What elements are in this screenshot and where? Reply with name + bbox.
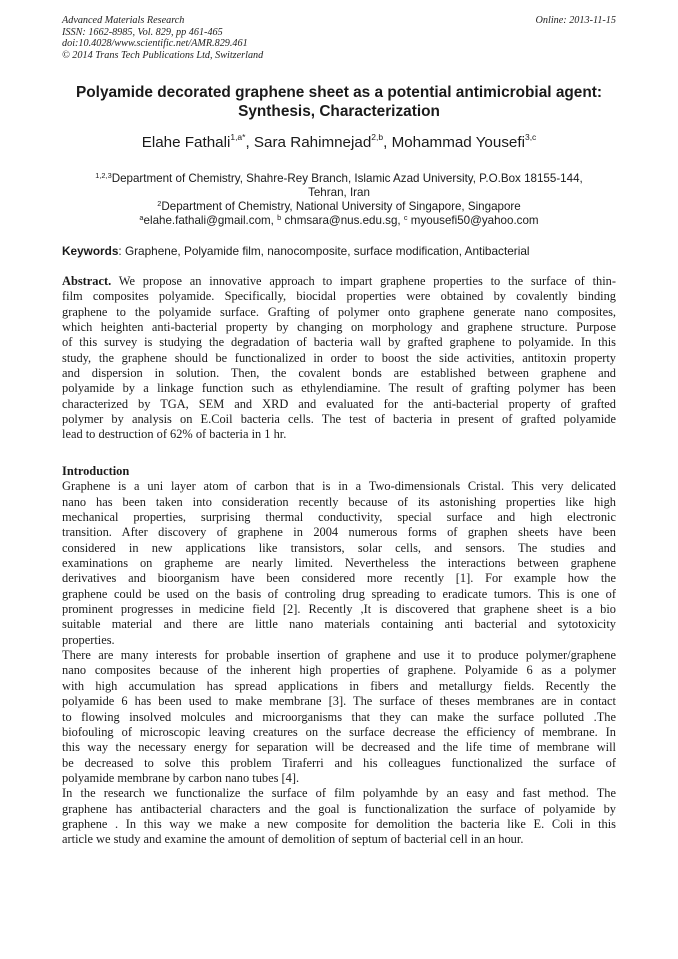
author-separator: , xyxy=(245,134,254,151)
abstract-line: graphene to the polyamide surface. Grafting of polymer onto graphene generate nano composites, xyxy=(62,304,616,319)
introduction-line: this way the necessary energy for separation will be decreased and the life time of membrane will xyxy=(62,740,616,755)
title-line-1: Polyamide decorated graphene sheet as a potential antimicrobial agent: xyxy=(76,84,602,101)
affiliation-text: Department of Chemistry, National University of Singapore, Singapore xyxy=(161,200,521,214)
author-superscript: 2,b xyxy=(371,132,384,142)
email-separator: , xyxy=(397,214,404,228)
affiliation-2 xyxy=(62,200,616,214)
online-date: Online: 2013-11-15 xyxy=(535,15,616,26)
introduction-line: There are many interests for probable insertion of graphene and use it to produce polymer/graphene xyxy=(62,648,616,663)
affiliations xyxy=(62,172,616,228)
author-superscript: 1,a* xyxy=(230,132,246,142)
email-separator: , xyxy=(270,214,278,228)
email-superscript: c xyxy=(403,213,408,223)
abstract-text: We propose an innovative approach to impart graphene properties to the surface of thin- xyxy=(111,274,616,288)
introduction-line: Graphene is a uni layer atom of carbon that is in a Two-dimensionals Cristal. This very delicated xyxy=(62,479,616,494)
introduction-line: graphene has antibacterial characters and the goal is functionalization the surface of polyamide by xyxy=(62,801,616,816)
abstract-line xyxy=(62,274,616,289)
email-superscript: b xyxy=(277,213,282,223)
journal-info xyxy=(62,15,422,61)
email-link[interactable]: myousefi50@yahoo.com xyxy=(407,214,539,228)
author-name: Sara Rahimnejad xyxy=(253,134,372,151)
introduction-line: be decreased to solve this problem Tiraferri and his colleagues functionalized the surface of xyxy=(62,755,616,770)
introduction-line: nano composites because of the inherent high properties of graphene. Polyamide 6 as a polymer xyxy=(62,663,616,678)
abstract-line: polymer by analysis on E.Coil bacteria cells. The test of bacteria in present of grafted polyamide xyxy=(62,412,616,427)
keywords-text: : Graphene, Polyamide film, nanocomposite, surface modification, Antibacterial xyxy=(118,244,530,258)
author-separator: , xyxy=(383,134,392,151)
introduction-line: properties. xyxy=(62,632,115,647)
keywords-label: Keywords xyxy=(62,244,119,258)
abstract-line: and dispersion in solution. Then, the covalent bonds are established between graphene and xyxy=(62,366,616,381)
introduction-line: derivatives and bioorganism have been considered more recently [1]. For example how the xyxy=(62,571,616,586)
introduction-line: nano has been taken into consideration recently because of its astonishing properties like high xyxy=(62,494,616,509)
affiliation-1-city: Tehran, Iran xyxy=(308,186,370,200)
introduction-line: article we study and examine the amount of demolition of septum of bacterial cell in an hour. xyxy=(62,832,524,847)
email-superscript: a xyxy=(139,213,144,223)
abstract-line: polyamide by a linkage function such as ethylendiamine. The result of grafting polymer has been xyxy=(62,381,616,396)
abstract-line: lead to destruction of 62% of bacteria in 1 hr. xyxy=(62,427,287,442)
introduction-line: with high accumulation has spread applications in fibers and metallurgy fields. Recently the xyxy=(62,678,616,693)
introduction-line: In the research we functionalize the surface of film polyamhde by an easy and fast method. The xyxy=(62,786,616,801)
author-name: Mohammad Yousefi xyxy=(391,134,525,151)
introduction-line: to flowing insolved molcules and microorganisms that they can make the surface polluted .The xyxy=(62,709,616,724)
introduction-line: prominent progresses in medicine field [2]. Recently ,It is discovered that graphene sheet is a bio xyxy=(62,602,616,617)
abstract-section xyxy=(62,274,616,443)
introduction-line: biofouling of microscopic leaving creatures on the surface decrease the efficiency of membrane. In xyxy=(62,724,616,739)
email-link[interactable]: elahe.fathali@gmail.com xyxy=(143,214,271,228)
introduction-line: examinations on grapheme are nearly limited. Nevertheless the interactions between graphene xyxy=(62,556,616,571)
introduction-line: graphene . In this way we make a new composite for demolition the bacteria like E. Coli in this xyxy=(62,816,616,831)
introduction-line: polyamide membrane by carbon nano tubes [4]. xyxy=(62,770,300,785)
introduction-line: polyamide 6 has been used to make membrane [3]. The surface of theses membranes are in contact xyxy=(62,694,616,709)
affiliation-1 xyxy=(62,172,616,186)
doi: doi:10.4028/www.scientific.net/AMR.829.461 xyxy=(62,38,248,50)
introduction-line: graphene could be used on the basis of controling drug spreading to eradicate tumors. This is one of xyxy=(62,586,616,601)
abstract-line: which heighten anti-bacterial property by changing on morphology and graphene structure. Purpose xyxy=(62,320,616,335)
introduction-line: considered in new applications like transistors, solar cells, and sensors. The studies and xyxy=(62,540,616,555)
email-link[interactable]: chmsara@nus.edu.sg xyxy=(281,214,398,228)
introduction-line: suitable material and there are little nano materials containing anti bacterial and sytotoxicity xyxy=(62,617,616,632)
introduction-line: transition. After discovery of graphene in 2004 numerous forms of graphen sheets have been xyxy=(62,525,616,540)
abstract-line: film composites polyamide. Specifically, biocidal properties were obtained by covalently binding xyxy=(62,289,616,304)
abstract-line: characterized by TGA, SEM and XRD and evaluated for the anti-bacterial property of grafted xyxy=(62,396,616,411)
keywords xyxy=(62,244,616,258)
issn: ISSN: 1662-8985, Vol. 829, pp 461-465 xyxy=(62,26,223,38)
affiliation-superscript: 2 xyxy=(157,199,162,209)
author-emails xyxy=(62,214,616,228)
author-list xyxy=(62,134,616,152)
section-heading: Introduction xyxy=(62,464,130,478)
author-name: Elahe Fathali xyxy=(141,134,231,151)
author-superscript: 3,c xyxy=(524,132,537,142)
paper-title xyxy=(62,83,616,121)
introduction-section xyxy=(62,464,616,848)
journal-name: Advanced Materials Research xyxy=(62,15,185,26)
abstract-label: Abstract. xyxy=(62,274,112,288)
copyright: © 2014 Trans Tech Publications Ltd, Switzerland xyxy=(62,49,264,61)
affiliation-text: Department of Chemistry, Shahre-Rey Branch, Islamic Azad University, P.O.Box 18155-144, xyxy=(111,172,583,185)
abstract-line: of this survey is studying the degradation of bacteria wall by grafted graphene to polyamide. In this xyxy=(62,335,616,350)
introduction-line: mechanical properties, surprising thermal conductivity, special surface and high electronic xyxy=(62,510,616,525)
title-line-2: Synthesis, Characterization xyxy=(238,103,440,120)
abstract-line: study, the graphene should be functionalized in order to boost the side activities, antitoxin property xyxy=(62,350,616,365)
affiliation-superscript: 1,2,3 xyxy=(95,171,112,180)
